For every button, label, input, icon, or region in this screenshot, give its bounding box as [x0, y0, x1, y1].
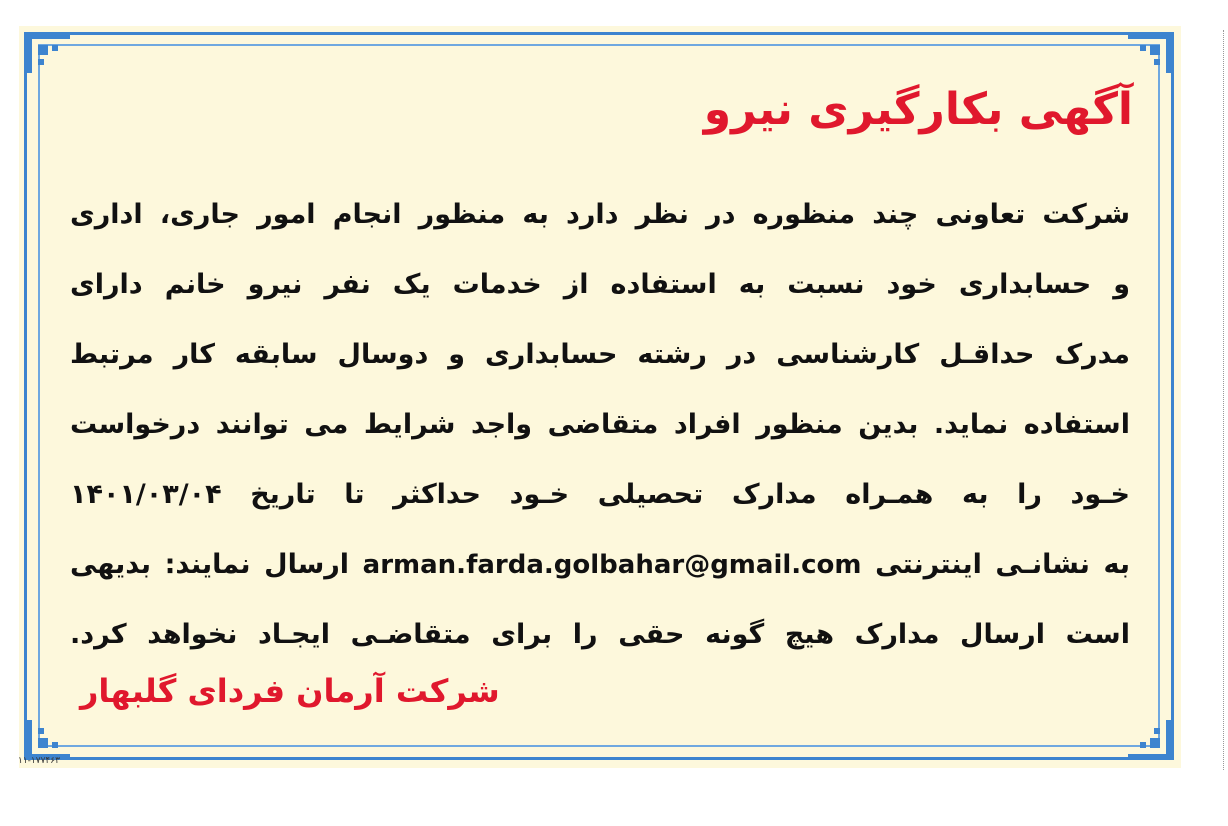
body-line-6-start: به نشانـی اینترنتی [875, 549, 1130, 580]
ad-title: آگهی بکارگیری نیرو [703, 84, 1133, 135]
corner-ornament-top-right [1128, 33, 1172, 73]
page-edge-divider [1223, 30, 1228, 770]
contact-email: arman.farda.golbahar@gmail.com [362, 550, 862, 580]
ad-reference-code: ۱۱-۱۷۷۴۶۳ [18, 756, 60, 766]
body-line-7: است ارسال مدارک هیچ گونه حقی را برای متقاضـی ایجـاد نخواهد کرد. [70, 619, 1130, 650]
corner-ornament-top-left [26, 33, 70, 73]
body-line-6 [70, 530, 1130, 600]
body-line-5: خـود را به همـراه مدارک تحصیلی خـود حداکثر تا تاریخ ۱۴۰۱/۰۳/۰۴ [70, 479, 1130, 510]
body-line-4: استفاده نماید. بدین منظور افراد متقاضی واجد شرایط می توانند درخواست [70, 409, 1130, 440]
ad-body [70, 174, 1130, 670]
body-line-2: و حسابداری خود نسبت به استفاده از خدمات یک نفر نیرو خانم دارای [70, 269, 1130, 300]
body-line-6-end: ارسال نمایند: بدیهی [70, 549, 350, 580]
corner-ornament-bottom-left [26, 720, 70, 760]
company-signature: شرکت آرمان فردای گلبهار [80, 672, 500, 710]
body-line-3: مدرک حداقـل کارشناسی در رشته حسابداری و دوسال سابقه کار مرتبط [70, 339, 1130, 370]
corner-ornament-bottom-right [1128, 720, 1172, 760]
body-line-1: شرکت تعاونی چند منظوره در نظر دارد به منظور انجام امور جاری، اداری [70, 199, 1130, 230]
